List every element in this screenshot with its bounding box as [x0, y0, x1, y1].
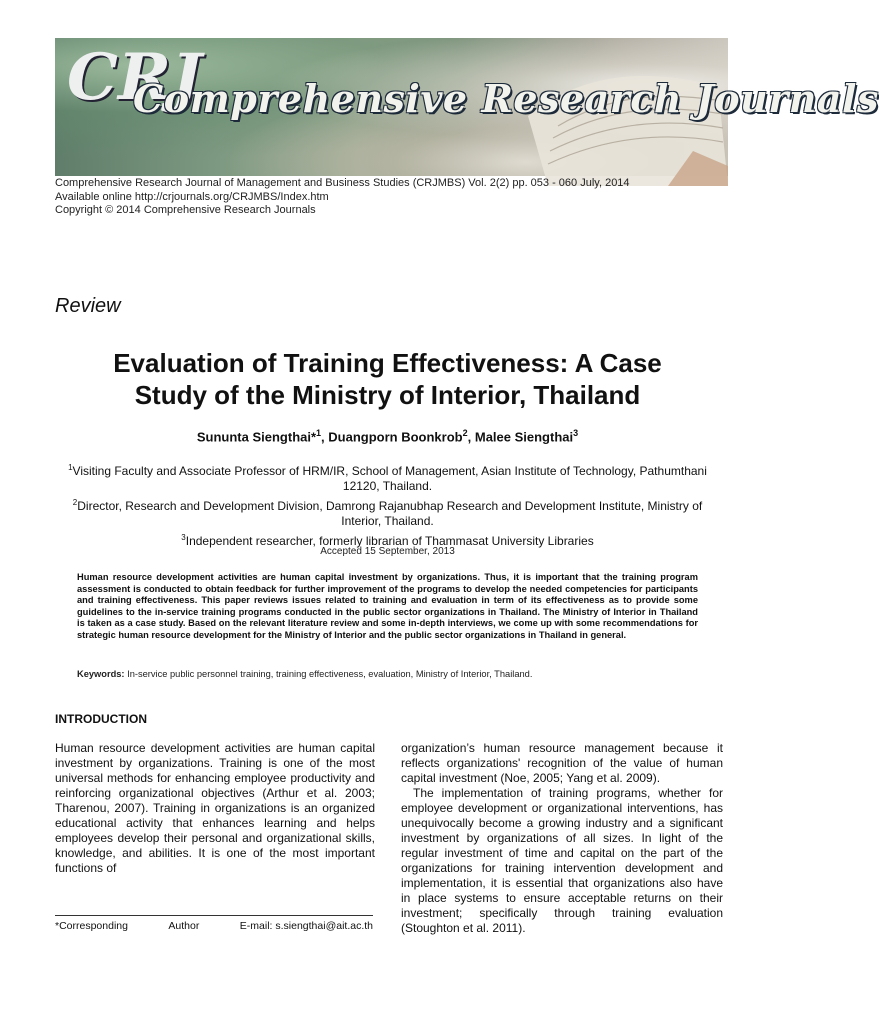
journal-citation: Comprehensive Research Journal of Management and Business Studies (CRJMBS) Vol. 2(2) pp. 053 - 060 July, 2014 — [55, 177, 630, 189]
affiliations — [55, 460, 720, 550]
affiliation-mark: 1 — [68, 463, 73, 472]
body-paragraph: organization’s human resource management because it reflects organizations' recognition of the value of human capital investment (Noe, 2005; Yang et al. 2009). — [401, 741, 723, 785]
banner-title: Comprehensive Research Journals — [133, 76, 879, 121]
author-separator: , — [467, 429, 475, 445]
abstract: Human resource development activities are human capital investment by organizations. Thus, it is important that the training program assessment is conducted to obtain feedback for further improvement of the programs to develop the needed competencies for participants and training effectiveness. This paper reviews issues related to training and evaluation in term of its effectiveness as to provide some guidelines to the in-service training programs conducted in the public sector organizations in Thailand. The Ministry of Interior in Thailand is taken as a case study. Based on the relevant literature review and some in-depth interviews, we come up with some recommendations for strategic human resource development for the Ministry of Interior and the public sector organizations in Thailand in general. — [77, 572, 698, 640]
footnote-rule — [55, 915, 373, 916]
copyright: Copyright © 2014 Comprehensive Research Journals — [55, 204, 316, 216]
author-name: Duangporn Boonkrob — [328, 429, 463, 445]
journal-info — [55, 177, 735, 218]
crj-logo-text: CRJ — [67, 40, 202, 115]
journal-url: Available online http://crjournals.org/CRJMBS/Index.htm — [55, 190, 329, 203]
body-paragraph: The implementation of training programs, whether for employee development or organizational interventions, has unequivocally become a growing industry and a significant investment by organizations of all sizes. In light of the regular investment of time and capital on the part of the organizations for training intervention development and implementation, it is essential that organizations also have in place systems to ensure acceptable returns on their investment; specifically through training evaluation (Stoughton et al. 2011). — [401, 786, 723, 935]
affiliation — [55, 495, 720, 529]
affiliation-text: Visiting Faculty and Associate Professor of HRM/IR, School of Management, Asian Institute of Technology, Pathumthani 12120, Thailand. — [72, 464, 707, 493]
author-name: Malee Siengthai — [474, 429, 574, 445]
affiliation-text: Director, Research and Development Division, Damrong Rajanubhap Research and Development Institute, Ministry of Interior, Thailand. — [77, 499, 703, 528]
right-column — [401, 741, 723, 936]
keywords-label: Keywords: — [77, 669, 125, 679]
author-separator: , — [321, 429, 329, 445]
footnote-label: *Corresponding — [55, 920, 128, 932]
title-line-2: Study of the Ministry of Interior, Thailand — [134, 380, 641, 410]
footnote-email: E-mail: s.siengthai@ait.ac.th — [239, 920, 373, 932]
section-label: Review — [55, 295, 121, 317]
keywords-text: In-service public personnel training, training effectiveness, evaluation, Ministry of Interior, Thailand. — [124, 669, 533, 679]
affiliation — [55, 460, 720, 494]
accepted-date: Accepted 15 September, 2013 — [320, 546, 455, 557]
corresponding-author-footnote — [55, 920, 373, 932]
journal-banner — [55, 38, 879, 176]
affiliation-text: Independent researcher, formerly librarian of Thammasat University Libraries — [185, 534, 594, 548]
affiliation-mark: 2 — [72, 498, 78, 507]
author-affiliation-mark: 2 — [462, 428, 468, 438]
affiliation-mark: 3 — [181, 533, 186, 542]
left-column — [55, 741, 375, 876]
introduction-heading: INTRODUCTION — [55, 712, 147, 726]
title-line-1: Evaluation of Training Effectiveness: A Case — [113, 348, 662, 378]
author-affiliation-mark: 1 — [316, 428, 322, 438]
keywords — [77, 669, 717, 679]
author-affiliation-mark: 3 — [573, 428, 579, 438]
author-list — [55, 428, 720, 444]
footnote-author: Author — [168, 920, 200, 932]
paper-title — [55, 347, 720, 411]
body-paragraph: Human resource development activities are human capital investment by organizations. Training is one of the most universal methods for enhancing employee productivity and reinforcing organizational objectives (Arthur et al. 2003; Tharenou, 2007). Training in organizations is an organized educational activity that enhances learning and helps employees develop their personal and organizational skills, knowledge, and abilities. It is one of the most important functions of — [55, 741, 375, 875]
crj-logo — [59, 40, 202, 170]
author-name: Sununta Siengthai* — [196, 429, 317, 445]
